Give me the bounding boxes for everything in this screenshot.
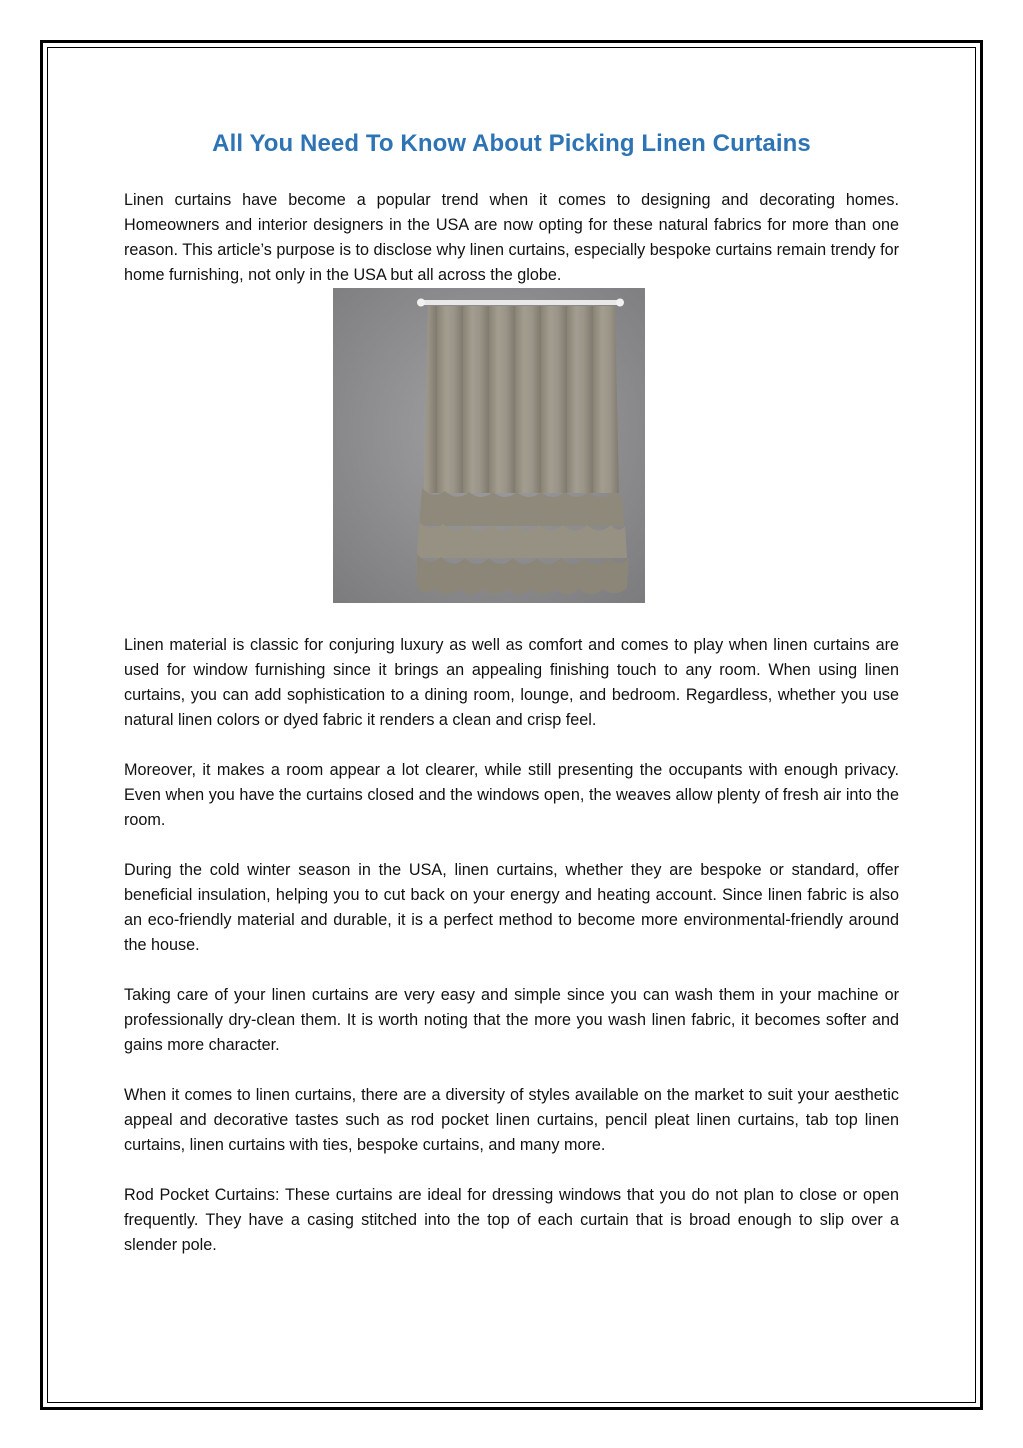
paragraph-rod-pocket: Rod Pocket Curtains: These curtains are ideal for dressing windows that you do not plan to close or open frequently. They have a casing stitched into the top of each curtain that is broad enough to slip over a slender pole.	[124, 1186, 899, 1254]
curtain-rod	[418, 300, 623, 305]
paragraph-styles: When it comes to linen curtains, there are a diversity of styles available on the market to suit your aesthetic appeal and decorative tastes such as rod pocket linen curtains, pencil pleat linen curtains, tab top linen curtains, linen curtains with ties, bespoke curtains, and many more.	[124, 1086, 899, 1154]
document-body	[124, 128, 899, 1283]
paragraph-care: Taking care of your linen curtains are very easy and simple since you can wash them in your machine or professionally dry-clean them. It is worth noting that the more you wash linen fabric, it becomes softer and gains more character.	[124, 986, 899, 1054]
curtain-photo-graphic	[333, 288, 645, 603]
paragraph-linen-material: Linen material is classic for conjuring luxury as well as comfort and comes to play when linen curtains are used for window furnishing since it brings an appealing finishing touch to any room. When using linen curtains, you can add sophistication to a dining room, lounge, and bedroom. Regardless, whether you use natural linen colors or dyed fabric it renders a clean and crisp feel.	[124, 636, 899, 729]
paragraph-intro: Linen curtains have become a popular trend when it comes to designing and decorating homes. Homeowners and interior designers in the USA are now opting for these natural fabrics for more than one reason. This article’s purpose is to disclose why linen curtains, especially bespoke curtains remain trendy for home furnishing, not only in the USA but all across the globe.	[124, 191, 899, 284]
curtain-body	[424, 306, 619, 493]
curtain-photo	[333, 288, 645, 603]
page-title: All You Need To Know About Picking Linen Curtains	[212, 130, 811, 157]
paragraph-privacy: Moreover, it makes a room appear a lot clearer, while still presenting the occupants with enough privacy. Even when you have the curtains closed and the windows open, the weaves allow plenty of fresh air into the room.	[124, 761, 899, 829]
paragraph-insulation: During the cold winter season in the USA, linen curtains, whether they are bespoke or standard, offer beneficial insulation, helping you to cut back on your energy and heating account. Since linen fabric is also an eco-friendly material and durable, it is a perfect method to become more environmental-friendly around the house.	[124, 861, 899, 954]
